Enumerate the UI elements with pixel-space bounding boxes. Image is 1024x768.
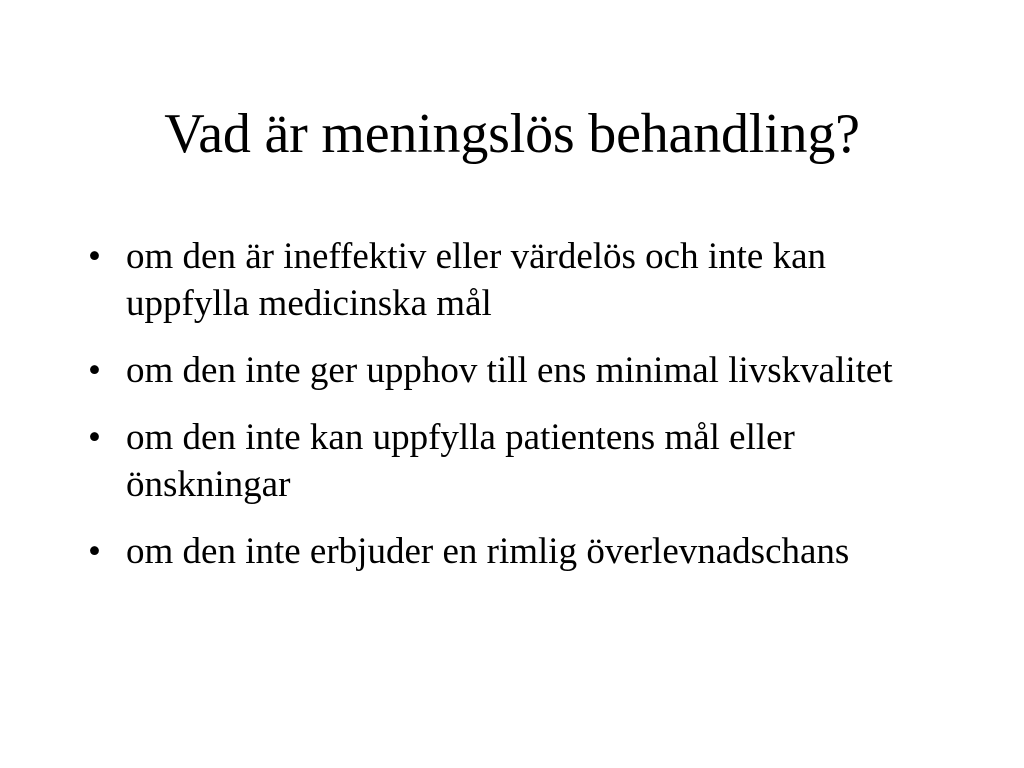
slide-title: Vad är meningslös behandling? [164,103,860,165]
bullet-text: om den inte kan uppfylla patientens mål eller önskningar [126,417,795,505]
bullet-item [88,414,938,508]
bullet-icon: • [88,236,101,277]
bullet-text: om den inte erbjuder en rimlig överlevnadschans [126,531,850,572]
bullet-item [88,233,938,327]
bullet-icon: • [88,350,101,391]
bullet-icon: • [88,417,101,458]
bullet-list [88,233,938,595]
bullet-text: om den inte ger upphov till ens minimal livskvalitet [126,350,893,391]
bullet-item [88,347,938,394]
bullet-text: om den är ineffektiv eller värdelös och inte kan uppfylla medicinska mål [126,236,827,324]
bullet-item [88,528,938,575]
bullet-icon: • [88,531,101,572]
